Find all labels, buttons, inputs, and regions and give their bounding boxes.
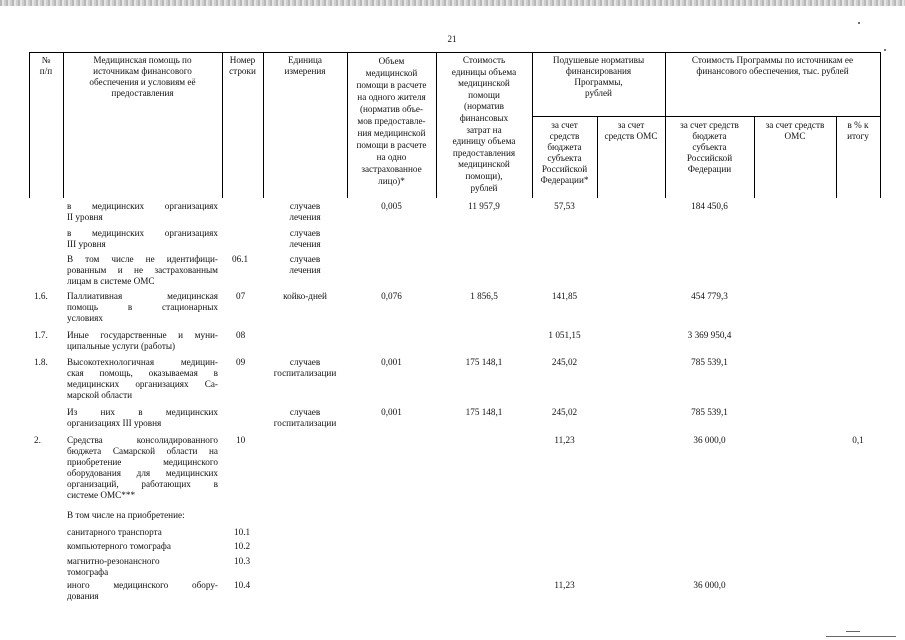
row-text: системе ОМС*** xyxy=(67,490,136,500)
row-text: в медицинских организациях xyxy=(67,201,218,211)
row-text: приобретение медицинского xyxy=(67,457,218,467)
header-program-budget: за счет средств бюджета субъекта Российской Федерации xyxy=(680,120,739,174)
row-text: II уровня xyxy=(67,212,103,222)
unit-cell: случаев госпитализации xyxy=(273,357,337,378)
row-text: помощь в стационарных xyxy=(67,302,218,312)
row-text: марской области xyxy=(67,390,133,400)
program-budget-cell: 3 369 950,4 xyxy=(687,330,732,340)
row-number-cell: 10.1 xyxy=(234,527,251,537)
header-row-number: Номер строки xyxy=(229,55,256,76)
row-text: лицам в системе ОМС xyxy=(67,276,155,286)
row-text: Паллиативная медицинская xyxy=(67,291,218,301)
row-text: В том числе не идентифици- xyxy=(67,254,218,264)
row-number-cell: 10.2 xyxy=(234,541,251,551)
per-capita-budget-cell: 141,85 xyxy=(551,291,578,301)
row-number-cell: 10.3 xyxy=(234,556,251,566)
header-care: Медицинская помощь по источникам финансового обеспечения и условиям её предоставления xyxy=(89,55,196,98)
header-volume: Объем медицинской помощи в расчете на одного жителя (норматив объе- мов предоставле- ния медицинской помощи в расчете на одно застрахованное лицо)* xyxy=(356,56,427,186)
program-percent-cell: 0,1 xyxy=(852,435,864,445)
header-per-capita-budget: за счет средств бюджета субъекта Российской Федерации* xyxy=(540,120,589,185)
header-program-oms: за счет средств ОМС xyxy=(765,120,825,141)
row-text: условиях xyxy=(67,313,103,323)
row-text: В том числе на приобретение: xyxy=(67,510,185,520)
row-number-cell: 09 xyxy=(236,357,246,367)
row-text: бюджета Самарской области на xyxy=(67,446,218,456)
row-text: иного медицинского обору- xyxy=(67,580,218,590)
scan-speck xyxy=(858,22,860,24)
row-num-cell: 1.8. xyxy=(34,357,48,367)
scan-bottom-mark xyxy=(846,631,860,632)
row-number-cell: 10 xyxy=(236,435,246,445)
program-budget-cell: 785 539,1 xyxy=(691,357,728,367)
header-unit: Единица измерения xyxy=(284,55,326,76)
header-num: № п/п xyxy=(39,55,53,76)
program-budget-cell: 36 000,0 xyxy=(693,580,726,590)
unit-cell: случаев лечения xyxy=(289,201,321,222)
row-text: ская помощь, оказываемая в xyxy=(67,368,218,378)
cost-cell: 175 148,1 xyxy=(465,357,503,367)
row-number-cell: 06.1 xyxy=(232,254,249,264)
row-text: магнитно-резонансного xyxy=(67,556,160,566)
header-unit-cost: Стоимость единицы объема медицинской помощи (норматив финансовых затрат на единицу объема предоставления медицинской помощи), рублей xyxy=(451,55,517,193)
cost-cell: 175 148,1 xyxy=(465,407,503,417)
row-text: Из них в медицинских xyxy=(67,407,218,417)
page-number: 21 xyxy=(447,34,457,44)
program-budget-cell: 36 000,0 xyxy=(693,435,726,445)
unit-cell: случаев госпитализации xyxy=(273,407,337,428)
header-per-capita: Подушевые нормативы финансирования Программы, рублей xyxy=(552,55,645,98)
volume-cell: 0,001 xyxy=(381,357,402,367)
row-text: компьютерного томографа xyxy=(67,541,171,551)
scan-bottom-mark xyxy=(826,636,896,637)
row-text: санитарного транспорта xyxy=(67,527,162,537)
row-text: томографа xyxy=(67,567,109,577)
row-text: оборудования для медицинских xyxy=(67,468,218,478)
per-capita-budget-cell: 11,23 xyxy=(554,435,575,445)
row-num-cell: 2. xyxy=(34,435,41,445)
header-per-capita-oms: за счет средств ОМС xyxy=(604,120,658,141)
header-program-cost: Стоимость Программы по источникам ее финансового обеспечения, тыс. рублей xyxy=(691,55,854,76)
unit-cell: случаев лечения xyxy=(289,228,321,249)
volume-cell: 0,005 xyxy=(381,201,402,211)
row-num-cell: 1.7. xyxy=(34,330,48,340)
row-text: Иные государственные и муни- xyxy=(67,330,218,340)
program-budget-cell: 785 539,1 xyxy=(691,407,728,417)
cost-cell: 1 856,5 xyxy=(470,291,498,301)
row-text: в медицинских организациях xyxy=(67,228,218,238)
scan-top-band xyxy=(0,0,905,6)
per-capita-budget-cell: 57,53 xyxy=(554,201,575,211)
per-capita-budget-cell: 11,23 xyxy=(554,580,575,590)
row-num-cell: 1.6. xyxy=(34,291,48,301)
row-text: ципальные услуги (работы) xyxy=(67,341,176,351)
cost-cell: 11 957,9 xyxy=(468,201,500,211)
unit-cell: случаев лечения xyxy=(289,254,321,275)
per-capita-budget-cell: 1 051,15 xyxy=(548,330,581,340)
per-capita-budget-cell: 245,02 xyxy=(551,357,578,367)
row-text: дования xyxy=(67,591,99,601)
unit-cell: койко-дней xyxy=(283,291,327,301)
row-text: рованным и не застрахованным xyxy=(67,265,218,275)
program-budget-cell: 184 450,6 xyxy=(691,201,728,211)
row-text: организациях III уровня xyxy=(67,418,162,428)
per-capita-budget-cell: 245,02 xyxy=(551,407,578,417)
row-text: организаций, работающих в xyxy=(67,479,218,489)
row-text: Средства консолидированного xyxy=(67,435,218,445)
row-text: Высокотехнологичная медицин- xyxy=(67,357,218,367)
row-text: III уровня xyxy=(67,239,106,249)
volume-cell: 0,076 xyxy=(381,291,402,301)
row-number-cell: 08 xyxy=(236,330,246,340)
header-program-percent: в % к итогу xyxy=(847,120,869,141)
volume-cell: 0,001 xyxy=(381,407,402,417)
scan-speck xyxy=(884,49,886,51)
row-text: медицинских организациях Са- xyxy=(67,379,218,389)
row-number-cell: 07 xyxy=(236,291,246,301)
program-budget-cell: 454 779,3 xyxy=(691,291,728,301)
row-number-cell: 10.4 xyxy=(234,580,251,590)
